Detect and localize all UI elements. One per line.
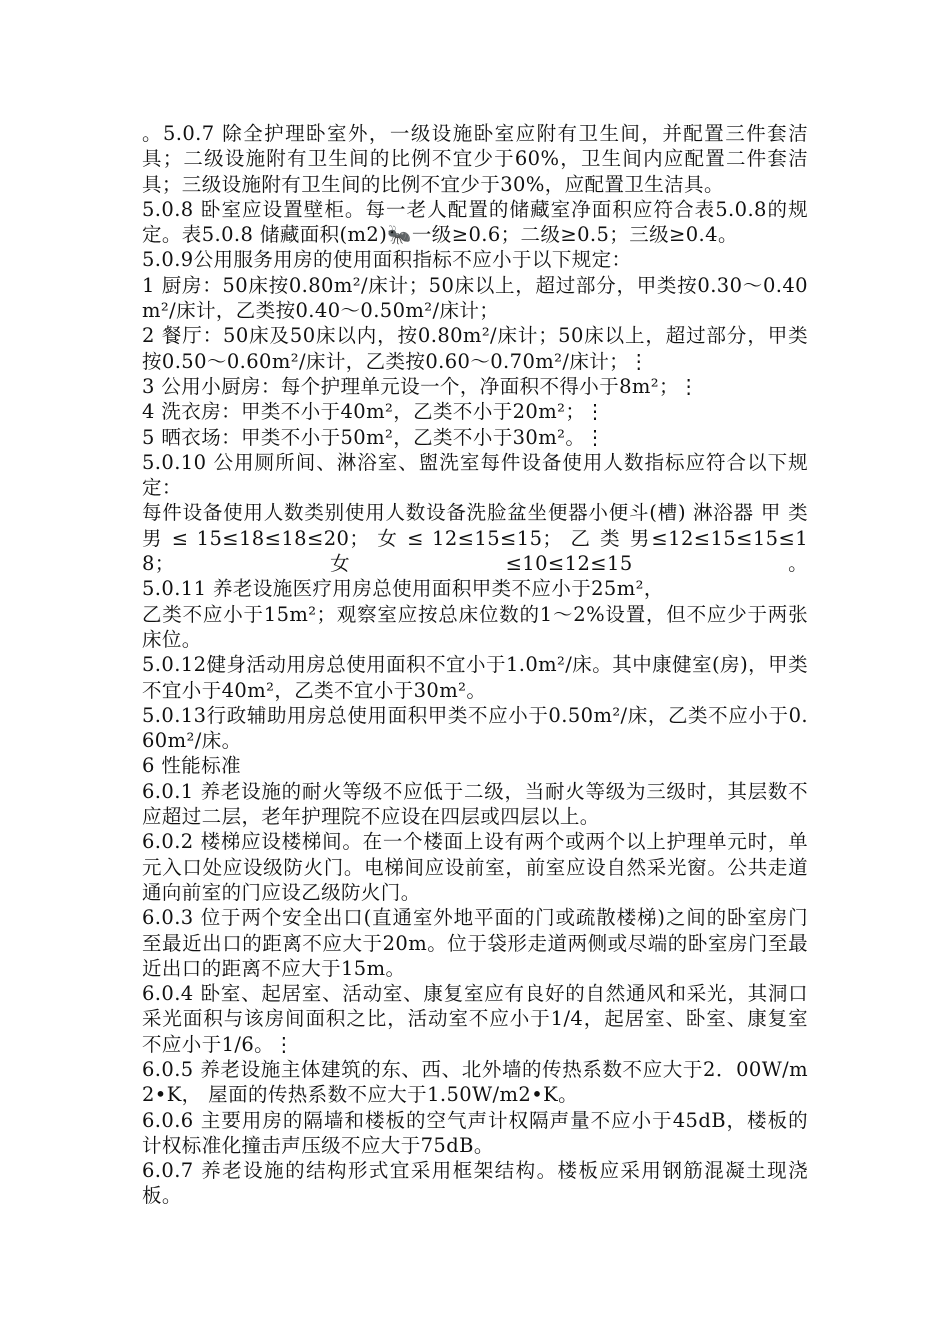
clause-5-0-9: 5.0.9公用服务用房的使用面积指标不应小于以下规定： (142, 248, 632, 272)
clause-5-0-11-cont: 乙类不应小于15m²；观察室应按总床位数的1～2%设置，但不应少于两张床位。 (142, 602, 808, 651)
clause-6-0-4: 6.0.4 卧室、起居室、活动室、康复室应有良好的自然通风和采光，其洞口采光面积与该房间面积之比，活动室不应小于1/4，起居室、卧室、康复室不应小于1/6。⋮ (142, 982, 808, 1056)
clause-5-0-9-item-3: 3 公用小厨房：每个护理单元设一个，净面积不得小于8m²；⋮ (142, 374, 699, 398)
clause-5-0-9-item-2: 2 餐厅：50床及50床以内，按0.80m²/床计；50床以上，超过部分，甲类按0.50～0.60m²/床计，乙类按0.60～0.70m²/床计；⋮ (142, 324, 808, 373)
clause-5-0-7: 。5.0.7 除全护理卧室外，一级设施卧室应附有卫生间，并配置三件套洁具；二级设施附有卫生间的比例不宜少于60%，卫生间内应配置二件套洁具；三级设施附有卫生间的比例不宜少于30%，应配置卫生洁具。 (142, 122, 808, 196)
clause-6-0-2: 6.0.2 楼梯应设楼梯间。在一个楼面上设有两个或两个以上护理单元时，单元入口处应设级防火门。电梯间应设前室，前室应设自然采光窗。公共走道通向前室的门应设乙级防火门。 (142, 830, 808, 904)
document-body (142, 121, 808, 1209)
clause-6-0-3: 6.0.3 位于两个安全出口(直通室外地平面的门或疏散楼梯)之间的卧室房门至最近出口的距离不应大于20m。位于袋形走道两侧或尽端的卧室房门至最近出口的距离不应大于15m。 (142, 906, 808, 980)
clause-6-0-5: 6.0.5 养老设施主体建筑的东、西、北外墙的传热系数不应大于2．00W/m2•K， 屋面的传热系数不应大于1.50W/m2•K。 (142, 1057, 808, 1107)
clause-5-0-10: 5.0.10 公用厕所间、淋浴室、盥洗室每件设备使用人数指标应符合以下规定： (142, 450, 808, 500)
clause-5-0-9-item-4: 4 洗衣房：甲类不小于40m²，乙类不小于20m²；⋮ (142, 400, 606, 424)
clause-5-0-8: 5.0.8 卧室应设置壁柜。每一老人配置的储藏室净面积应符合表5.0.8的规定。表5.0.8 储藏面积(m2)🐜一级≥0.6；二级≥0.5；三级≥0.4。 (142, 197, 808, 247)
clause-6-0-6: 6.0.6 主要用房的隔墙和楼板的空气声计权隔声量不应小于45dB，楼板的计权标准化撞击声压级不应大于75dB。 (142, 1108, 808, 1157)
clause-5-0-9-item-5: 5 晒衣场：甲类不小于50m²，乙类不小于30m²。⋮ (142, 425, 606, 449)
clause-6-0-7: 6.0.7 养老设施的结构形式宜采用框架结构。楼板应采用钢筋混凝土现浇板。 (142, 1159, 808, 1208)
clause-5-0-9-item-1: 1 厨房：50床按0.80m²/床计；50床以上，超过部分，甲类按0.30～0.40m²/床计，乙类按0.40～0.50m²/床计； (142, 273, 808, 323)
clause-5-0-13: 5.0.13行政辅助用房总使用面积甲类不应小于0.50m²/床，乙类不应小于0.60m²/床。 (142, 703, 808, 753)
clause-5-0-12: 5.0.12健身活动用房总使用面积不宜小于1.0m²/床。其中康健室(房)，甲类不宜小于40m²，乙类不宜小于30m²。 (142, 653, 808, 702)
clause-5-0-10-table-text: 每件设备使用人数类别使用人数设备洗脸盆坐便器小便斗(槽) 淋浴器 甲 类 男 ≤ 15≤18≤18≤20； 女 ≤ 12≤15≤15； 乙 类 男≤12≤15≤15≤18；女≤10≤12≤15。 (142, 501, 808, 576)
clause-5-0-11: 5.0.11 养老设施医疗用房总使用面积甲类不应小于25m²， (142, 577, 664, 601)
section-6-heading: 6 性能标准 (142, 754, 242, 778)
clause-6-0-1: 6.0.1 养老设施的耐火等级不应低于二级，当耐火等级为三级时，其层数不应超过二层，老年护理院不应设在四层或四层以上。 (142, 779, 808, 829)
